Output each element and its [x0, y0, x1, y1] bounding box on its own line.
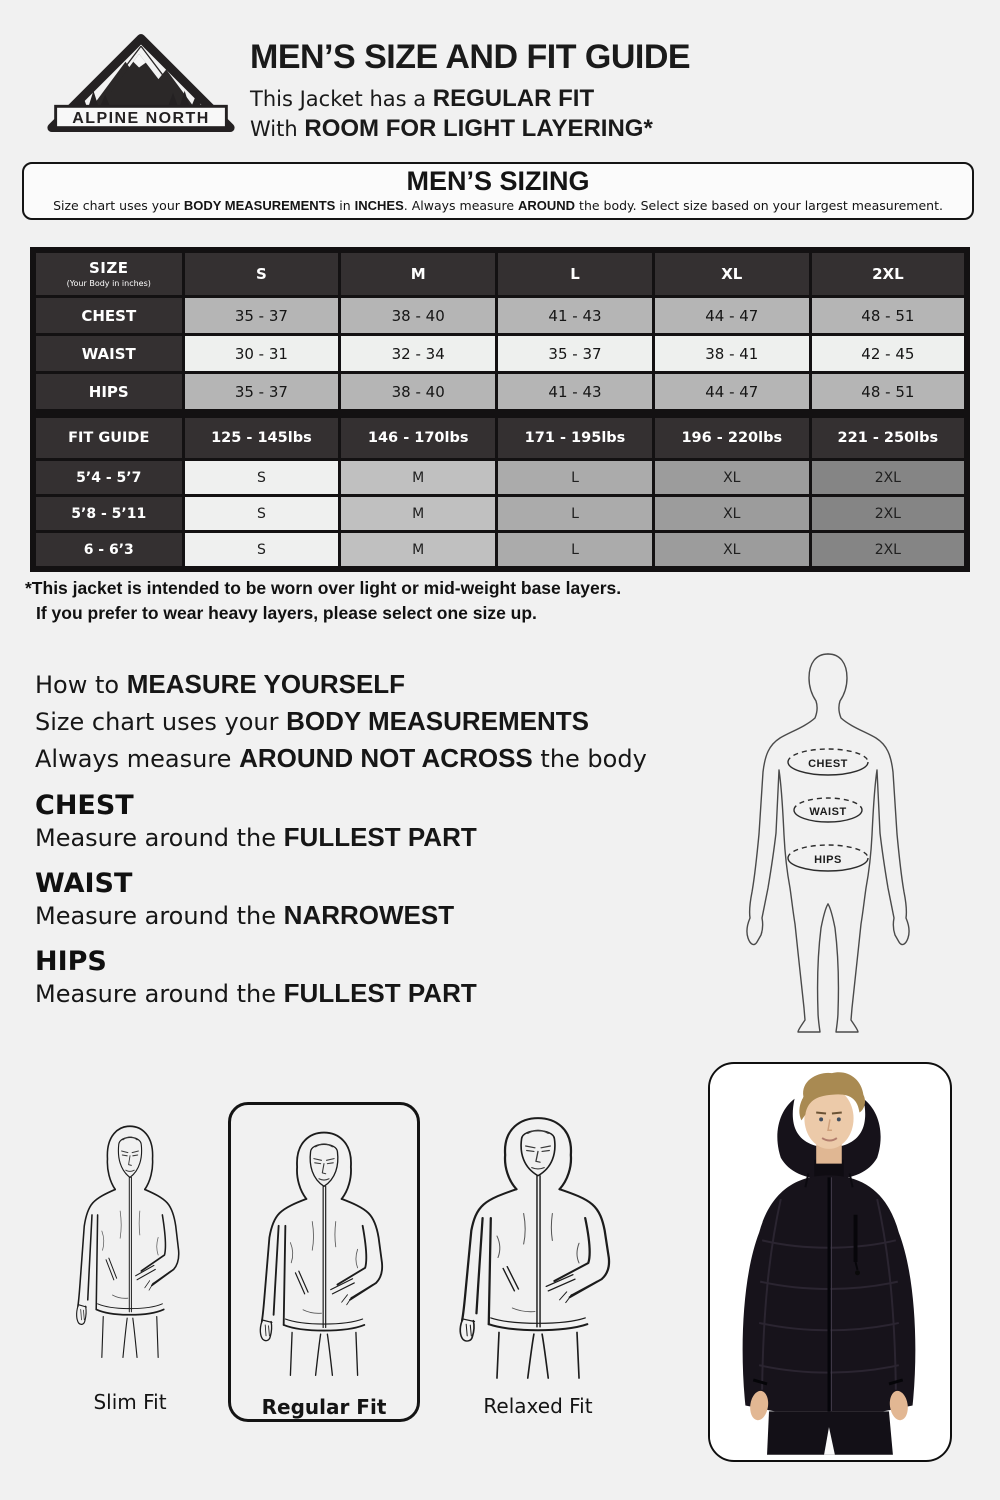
measure-intro	[35, 666, 647, 778]
size-table-header-row	[33, 250, 967, 297]
column-header: 171 - 195lbs	[497, 415, 654, 460]
layering-note	[25, 576, 621, 627]
table-cell: 48 - 51	[810, 373, 967, 413]
column-header: XL	[653, 250, 810, 297]
column-header: 125 - 145lbs	[183, 415, 340, 460]
table-cell: 35 - 37	[497, 335, 654, 373]
chest-measure-block	[35, 790, 477, 853]
fit-guide-table	[30, 412, 970, 572]
corner-sublabel: (Your Body in inches)	[66, 278, 151, 288]
text-seg: the body	[532, 745, 647, 774]
layering-subtitle-bold: ROOM FOR LIGHT LAYERING*	[304, 115, 653, 142]
diagram-chest-label: CHEST	[808, 758, 848, 770]
table-cell: L	[497, 532, 654, 570]
sizing-banner-title: MEN’S SIZING	[406, 166, 590, 196]
measure-intro-line1	[35, 666, 647, 703]
table-cell: 41 - 43	[497, 373, 654, 413]
layering-subtitle-prefix: With	[250, 117, 305, 141]
text-seg: How to	[35, 671, 127, 699]
column-header: S	[183, 250, 340, 297]
subtitle-seg: Size chart uses your	[53, 198, 184, 213]
text-seg-bold: NARROWEST	[283, 900, 455, 930]
table-cell: L	[497, 496, 654, 532]
table-row	[33, 532, 967, 570]
table-row	[33, 297, 967, 335]
table-cell: 48 - 51	[810, 297, 967, 335]
table-cell: 44 - 47	[653, 297, 810, 335]
row-label: 6 - 6’3	[33, 532, 183, 570]
table-cell: 30 - 31	[183, 335, 340, 373]
table-cell: 44 - 47	[653, 373, 810, 413]
slim-fit-label: Slim Fit	[93, 1390, 167, 1414]
chest-heading: CHEST	[35, 790, 134, 821]
slim-fit-illustration	[50, 1096, 210, 1382]
column-header: 221 - 250lbs	[810, 415, 967, 460]
text-seg-bold: AROUND NOT ACROSS	[239, 743, 533, 774]
diagram-hips-label: HIPS	[814, 854, 842, 866]
column-header: 2XL	[810, 250, 967, 297]
layering-note-line2: If you prefer to wear heavy layers, please select one size up.	[36, 603, 537, 624]
text-seg: Measure around the	[35, 902, 284, 930]
table-cell: M	[340, 496, 497, 532]
table-cell: S	[183, 496, 340, 532]
size-table-corner	[33, 250, 183, 297]
row-label: CHEST	[33, 297, 183, 335]
table-row	[33, 460, 967, 496]
subtitle-seg-bold: INCHES	[354, 198, 404, 213]
column-header: M	[340, 250, 497, 297]
table-cell: XL	[653, 532, 810, 570]
relaxed-fit-label: Relaxed Fit	[483, 1394, 593, 1418]
row-label: WAIST	[33, 335, 183, 373]
layering-subtitle	[250, 115, 690, 143]
measure-intro-line2	[35, 703, 647, 740]
table-cell: M	[340, 532, 497, 570]
row-label: 5’8 - 5’11	[33, 496, 183, 532]
layering-note-line1: *This jacket is intended to be worn over light or mid-weight base layers.	[25, 578, 622, 598]
fit-table-corner: FIT GUIDE	[33, 415, 183, 460]
column-header: L	[497, 250, 654, 297]
table-cell: S	[183, 460, 340, 496]
header	[250, 38, 690, 143]
logo-text: ALPINE NORTH	[72, 109, 210, 127]
text-seg-bold: FULLEST PART	[283, 978, 477, 1008]
text-seg: Size chart uses your	[35, 708, 287, 737]
slim-fit-card	[45, 1096, 215, 1414]
table-cell: 38 - 41	[653, 335, 810, 373]
table-cell: 2XL	[810, 532, 967, 570]
text-seg-bold: FULLEST PART	[283, 822, 477, 852]
chest-instruction	[35, 822, 477, 853]
text-seg: Always measure	[35, 745, 240, 774]
column-header: 196 - 220lbs	[653, 415, 810, 460]
table-cell: M	[340, 460, 497, 496]
diagram-waist-label: WAIST	[809, 806, 847, 818]
table-row	[33, 373, 967, 413]
column-header: 146 - 170lbs	[340, 415, 497, 460]
waist-instruction	[35, 900, 454, 931]
subtitle-seg: the body. Select size based on your largest measurement.	[575, 198, 943, 213]
relaxed-fit-illustration	[448, 1104, 628, 1386]
fit-subtitle-prefix: This Jacket has a	[250, 87, 433, 111]
table-cell: 41 - 43	[497, 297, 654, 335]
sizing-banner	[22, 162, 974, 220]
hips-instruction	[35, 978, 477, 1009]
table-cell: S	[183, 532, 340, 570]
table-cell: 38 - 40	[340, 297, 497, 335]
subtitle-seg-bold: BODY MEASUREMENTS	[183, 198, 336, 213]
body-measurement-diagram	[738, 640, 978, 1040]
table-cell: XL	[653, 496, 810, 532]
relaxed-fit-card	[448, 1104, 628, 1418]
waist-heading: WAIST	[35, 868, 133, 899]
table-cell: 42 - 45	[810, 335, 967, 373]
product-photo-frame	[708, 1062, 952, 1462]
page-title: MEN’S SIZE AND FIT GUIDE	[250, 38, 691, 76]
table-cell: 2XL	[810, 460, 967, 496]
subtitle-seg-bold: AROUND	[518, 198, 576, 213]
text-seg-bold: BODY MEASUREMENTS	[286, 706, 590, 737]
text-seg-bold: MEASURE YOURSELF	[126, 669, 406, 699]
text-seg: Measure around the	[35, 980, 284, 1008]
alpine-north-logo-icon	[44, 30, 238, 138]
regular-fit-card	[228, 1102, 420, 1422]
row-label: 5’4 - 5’7	[33, 460, 183, 496]
subtitle-seg: . Always measure	[403, 198, 519, 213]
table-cell: XL	[653, 460, 810, 496]
fit-subtitle-bold: REGULAR FIT	[432, 85, 595, 112]
table-cell: 35 - 37	[183, 297, 340, 335]
table-cell: 35 - 37	[183, 373, 340, 413]
corner-label: SIZE	[88, 259, 129, 278]
model-photo	[710, 1064, 946, 1456]
waist-measure-block	[35, 868, 454, 931]
hips-measure-block	[35, 946, 477, 1009]
subtitle-seg: in	[335, 198, 355, 213]
table-cell: L	[497, 460, 654, 496]
regular-fit-illustration	[240, 1115, 408, 1387]
fit-subtitle	[250, 85, 690, 113]
hips-heading: HIPS	[35, 946, 107, 977]
table-row	[33, 335, 967, 373]
table-row	[33, 496, 967, 532]
table-cell: 32 - 34	[340, 335, 497, 373]
regular-fit-label: Regular Fit	[261, 1395, 387, 1419]
sizing-banner-subtitle	[24, 198, 972, 213]
table-cell: 2XL	[810, 496, 967, 532]
fit-table-header-row	[33, 415, 967, 460]
size-chart-table	[30, 247, 970, 415]
table-cell: 38 - 40	[340, 373, 497, 413]
row-label: HIPS	[33, 373, 183, 413]
text-seg: Measure around the	[35, 824, 284, 852]
measure-intro-line3	[35, 740, 647, 777]
